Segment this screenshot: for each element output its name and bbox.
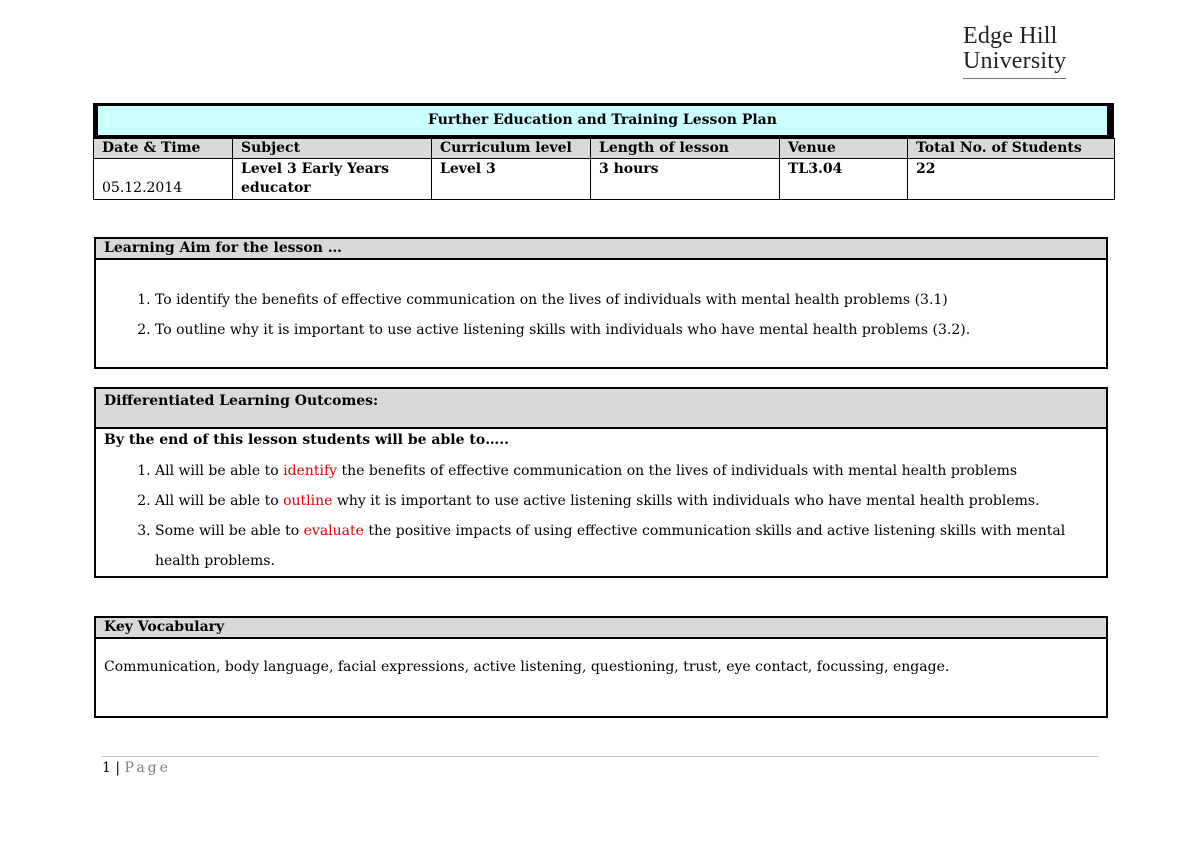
cell-length: 3 hours (591, 159, 780, 200)
footer-separator: | (110, 760, 125, 776)
page-number: 1 (102, 760, 111, 776)
header-total-students: Total No. of Students (908, 139, 1115, 159)
outcomes-intro: By the end of this lesson students will be able to….. (104, 432, 509, 448)
header-curriculum-level: Curriculum level (432, 139, 591, 159)
header-length: Length of lesson (591, 139, 780, 159)
keyword-outline: outline (283, 493, 333, 509)
learning-outcomes-heading: Differentiated Learning Outcomes: (96, 389, 1106, 429)
key-vocabulary-heading: Key Vocabulary (96, 618, 1106, 639)
table-header-row (94, 139, 1115, 159)
keyword-identify: identify (283, 463, 338, 479)
list-item: 1. All will be able to identify the benefits of effective communication on the lives of individuals with mental health problems (155, 456, 1098, 486)
table-row (94, 159, 1115, 200)
list-item: 2. All will be able to outline why it is important to use active listening skills with individuals who have mental health problems. (155, 486, 1098, 516)
cell-date: 05.12.2014 (94, 159, 233, 200)
cell-curriculum-level: Level 3 (432, 159, 591, 200)
lesson-plan-title: Further Education and Training Lesson Plan (93, 103, 1114, 138)
learning-aim-heading: Learning Aim for the lesson … (96, 239, 1106, 260)
cell-subject: Level 3 Early Years educator (233, 159, 432, 200)
list-item: 1. To identify the benefits of effective communication on the lives of individuals with mental health problems (3.1) (155, 285, 1098, 315)
key-vocabulary-box (94, 616, 1108, 718)
cell-venue: TL3.04 (780, 159, 908, 200)
learning-outcomes-list (104, 456, 1098, 576)
learning-aim-list (104, 285, 1098, 345)
logo-underline (963, 78, 1066, 79)
learning-outcomes-body (96, 430, 1106, 576)
learning-aim-body (96, 260, 1106, 345)
learning-outcomes-box (94, 387, 1108, 578)
lesson-plan-table (93, 103, 1114, 200)
keyword-evaluate: evaluate (303, 523, 364, 539)
logo-line-1: Edge Hill (963, 23, 1058, 49)
page-label: Page (124, 760, 171, 776)
list-item: 3. Some will be able to evaluate the positive impacts of using effective communication skills and active listening skills with mental health problems. (155, 516, 1098, 576)
list-item: 2. To outline why it is important to use active listening skills with individuals who have mental health problems (3.2). (155, 315, 1098, 345)
header-date-time: Date & Time (94, 139, 233, 159)
lesson-details-table (93, 138, 1115, 200)
learning-aim-box (94, 237, 1108, 369)
header-subject: Subject (233, 139, 432, 159)
university-logo (963, 24, 1067, 79)
page-footer (102, 760, 171, 776)
cell-total-students: 22 (908, 159, 1115, 200)
header-venue: Venue (780, 139, 908, 159)
footer-divider (102, 756, 1098, 757)
key-vocabulary-text: Communication, body language, facial expressions, active listening, questioning, trust, eye contact, focussing, engage. (104, 659, 950, 675)
logo-line-2: University (963, 48, 1067, 74)
